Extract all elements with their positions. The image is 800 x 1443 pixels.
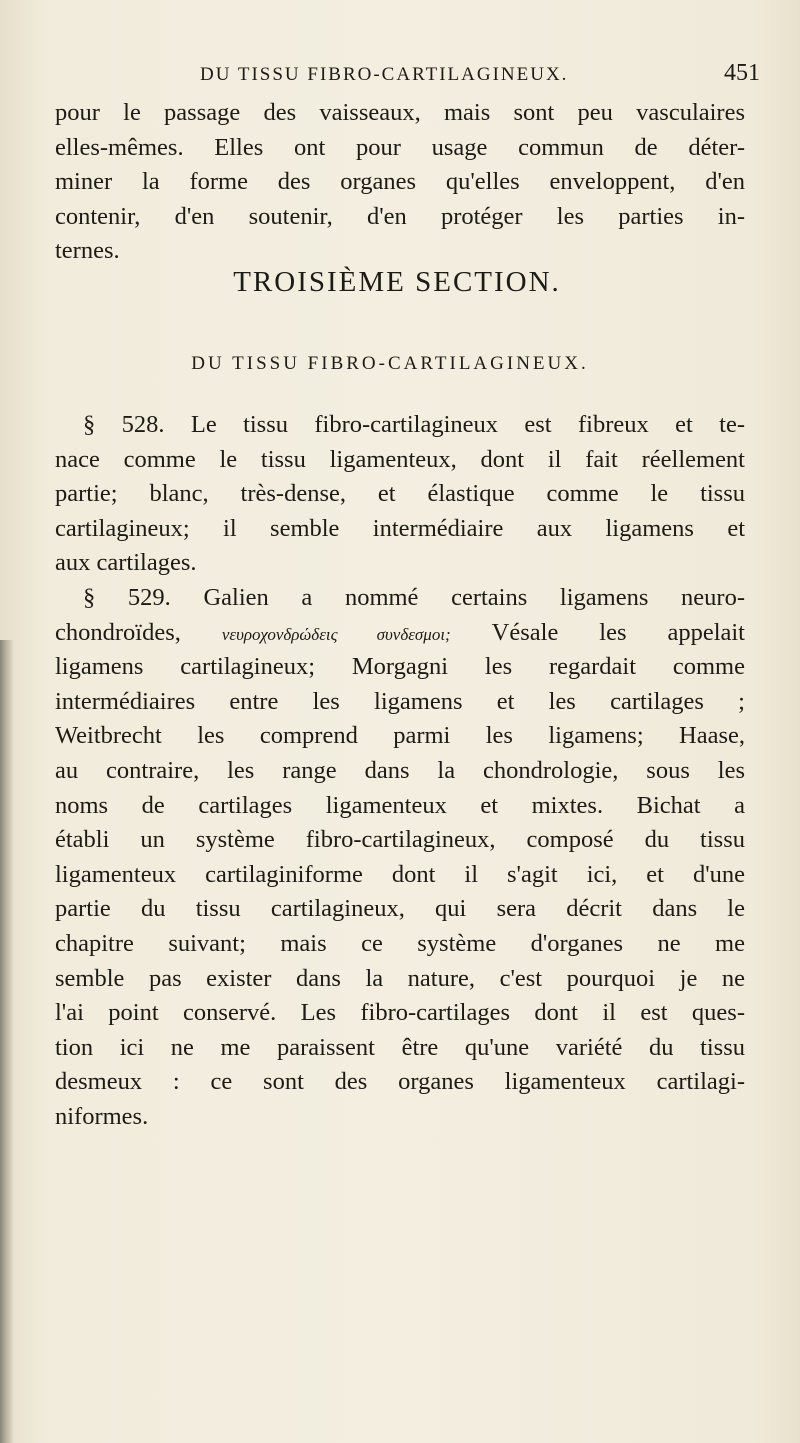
text-line: niformes. [55, 1102, 149, 1130]
running-title: DU TISSU FIBRO-CARTILAGINEUX. [200, 64, 569, 85]
text-line: § 529. Galien a nommé certains ligamens neuro- [83, 583, 745, 611]
text-line: tion ici ne me paraissent être qu'une variété du tissu [55, 1033, 745, 1061]
section-title: TROISIÈME SECTION. [233, 266, 561, 298]
text-line: miner la forme des organes qu'elles enveloppent, d'en [55, 168, 745, 196]
text-fragment: chondroïdes, [55, 618, 222, 646]
text-line: l'ai point conservé. Les fibro-cartilages dont il est ques- [55, 999, 745, 1027]
text-line: établi un système fibro-cartilagineux, composé du tissu [55, 826, 745, 854]
text-line: pour le passage des vaisseaux, mais sont peu vasculaires [55, 99, 745, 126]
section-subtitle: DU TISSU FIBRO-CARTILAGINEUX. [191, 353, 589, 374]
text-line: partie du tissu cartilagineux, qui sera décrit dans le [55, 895, 745, 923]
text-line: intermédiaires entre les ligamens et les cartilages ; [55, 687, 745, 715]
text-fragment: Vésale les appelait [450, 618, 745, 646]
page-gutter-shadow [0, 640, 14, 1443]
paragraph-528 [55, 408, 745, 1134]
text-line: au contraire, les range dans la chondrologie, sous les [55, 756, 745, 784]
text-line-with-greek [55, 616, 745, 651]
text-line: nace comme le tissu ligamenteux, dont il fait réellement [55, 445, 745, 473]
text-line: partie; blanc, très-dense, et élastique comme le tissu [55, 480, 745, 508]
text-line: desmeux : ce sont des organes ligamenteux cartilagi- [55, 1068, 745, 1096]
text-line: noms de cartilages ligamenteux et mixtes. Bichat a [55, 791, 745, 819]
text-line: aux cartilages. [55, 549, 197, 577]
text-line: chapitre suivant; mais ce système d'organes ne me [55, 929, 745, 957]
text-line: elles-mêmes. Elles ont pour usage commun de déter- [55, 133, 745, 161]
page-number: 451 [724, 60, 760, 86]
text-line: § 528. Le tissu fibro-cartilagineux est fibreux et te- [83, 411, 745, 438]
paragraph-intro [55, 96, 745, 269]
text-line: ternes. [55, 237, 120, 265]
text-line: ligamens cartilagineux; Morgagni les regardait comme [55, 653, 745, 681]
text-line: cartilagineux; il semble intermédiaire aux ligamens et [55, 514, 745, 542]
text-line: Weitbrecht les comprend parmi les ligamens; Haase, [55, 722, 745, 750]
running-head [200, 60, 760, 96]
greek-term: νευροχονδρώδεις συνδεσμοι; [221, 624, 451, 644]
text-line: semble pas exister dans la nature, c'est pourquoi je ne [55, 964, 745, 992]
text-line: contenir, d'en soutenir, d'en protéger les parties in- [55, 202, 745, 230]
text-line: ligamenteux cartilaginiforme dont il s'agit ici, et d'une [55, 860, 745, 888]
